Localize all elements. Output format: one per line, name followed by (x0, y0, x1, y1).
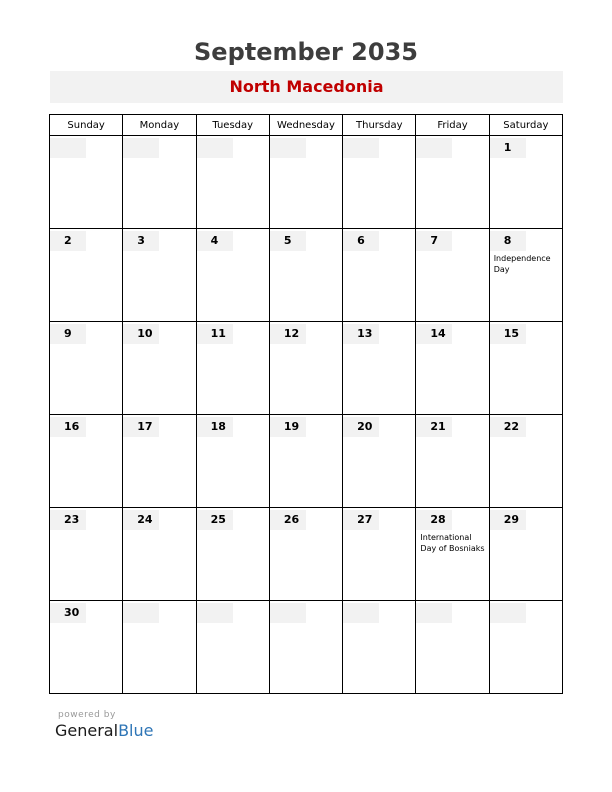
calendar-day-cell (50, 508, 123, 601)
day-number: 11 (197, 324, 233, 344)
generalblue-logo (55, 721, 153, 740)
day-number (343, 603, 379, 623)
brand-part1: General (55, 721, 119, 740)
calendar-day-cell (416, 229, 489, 322)
day-number: 10 (123, 324, 159, 344)
weekday-header: Wednesday (269, 115, 342, 136)
calendar-day-cell (416, 322, 489, 415)
calendar-day-cell (269, 601, 342, 694)
calendar-day-cell (50, 415, 123, 508)
day-number: 29 (490, 510, 526, 530)
calendar-day-cell (416, 136, 489, 229)
weekday-header: Sunday (50, 115, 123, 136)
calendar-day-cell (196, 601, 269, 694)
day-number: 6 (343, 231, 379, 251)
calendar-day-cell (196, 229, 269, 322)
day-number (416, 603, 452, 623)
calendar-day-cell (269, 508, 342, 601)
calendar-day-cell (196, 415, 269, 508)
weekday-header: Tuesday (196, 115, 269, 136)
day-number: 23 (50, 510, 86, 530)
day-number: 5 (270, 231, 306, 251)
day-number: 21 (416, 417, 452, 437)
weekday-header: Saturday (489, 115, 562, 136)
day-number (490, 603, 526, 623)
day-number: 7 (416, 231, 452, 251)
calendar-week-row (50, 415, 563, 508)
calendar-week-row (50, 601, 563, 694)
calendar-day-cell (123, 508, 196, 601)
day-number (50, 138, 86, 158)
calendar-day-cell (343, 322, 416, 415)
day-number: 4 (197, 231, 233, 251)
calendar-day-cell (343, 601, 416, 694)
day-number: 18 (197, 417, 233, 437)
day-number: 28 (416, 510, 452, 530)
calendar-day-cell (489, 322, 562, 415)
weekday-header: Monday (123, 115, 196, 136)
calendar-day-cell (269, 229, 342, 322)
calendar-day-cell (196, 136, 269, 229)
day-number: 19 (270, 417, 306, 437)
calendar-day-cell (123, 601, 196, 694)
day-number: 17 (123, 417, 159, 437)
calendar-day-cell (50, 322, 123, 415)
calendar-day-cell (123, 229, 196, 322)
day-number: 26 (270, 510, 306, 530)
calendar-day-cell (489, 508, 562, 601)
day-number (123, 138, 159, 158)
day-number: 3 (123, 231, 159, 251)
calendar-day-cell (123, 415, 196, 508)
day-number: 25 (197, 510, 233, 530)
day-number: 1 (490, 138, 526, 158)
calendar-day-cell (489, 229, 562, 322)
calendar-day-cell (416, 508, 489, 601)
day-number: 16 (50, 417, 86, 437)
calendar-day-cell (489, 601, 562, 694)
weekday-header-row (50, 115, 563, 136)
calendar-day-cell (123, 136, 196, 229)
day-number: 14 (416, 324, 452, 344)
calendar-day-cell (196, 322, 269, 415)
day-number: 12 (270, 324, 306, 344)
calendar-week-row (50, 229, 563, 322)
calendar-day-cell (489, 136, 562, 229)
day-number: 30 (50, 603, 86, 623)
country-banner: North Macedonia (50, 71, 563, 103)
calendar-day-cell (50, 136, 123, 229)
day-number: 22 (490, 417, 526, 437)
holiday-label: Independence Day (493, 254, 551, 274)
calendar-day-cell (269, 322, 342, 415)
day-number (270, 138, 306, 158)
day-number: 15 (490, 324, 526, 344)
day-number: 20 (343, 417, 379, 437)
calendar-day-cell (416, 601, 489, 694)
day-number: 8 (490, 231, 526, 251)
calendar-day-cell (196, 508, 269, 601)
calendar-grid (49, 114, 563, 694)
day-number (197, 138, 233, 158)
day-number: 2 (50, 231, 86, 251)
day-number: 9 (50, 324, 86, 344)
weekday-header: Friday (416, 115, 489, 136)
day-number (270, 603, 306, 623)
powered-by-text: powered by (58, 710, 116, 720)
brand-part2: Blue (118, 721, 154, 740)
holiday-label: International Day of Bosniaks (420, 533, 485, 553)
calendar-day-cell (343, 415, 416, 508)
day-number: 27 (343, 510, 379, 530)
calendar-week-row (50, 322, 563, 415)
calendar-day-cell (343, 136, 416, 229)
calendar-day-cell (50, 229, 123, 322)
day-number (197, 603, 233, 623)
calendar-day-cell (416, 415, 489, 508)
calendar-week-row (50, 136, 563, 229)
calendar-day-cell (343, 229, 416, 322)
calendar-day-cell (123, 322, 196, 415)
day-number (416, 138, 452, 158)
day-number (343, 138, 379, 158)
calendar-day-cell (343, 508, 416, 601)
weekday-header: Thursday (343, 115, 416, 136)
calendar-day-cell (50, 601, 123, 694)
day-number: 13 (343, 324, 379, 344)
calendar-body (50, 136, 563, 694)
page-title: September 2035 (194, 38, 418, 66)
calendar-week-row (50, 508, 563, 601)
calendar-day-cell (489, 415, 562, 508)
day-number (123, 603, 159, 623)
calendar-day-cell (269, 136, 342, 229)
day-number: 24 (123, 510, 159, 530)
calendar-day-cell (269, 415, 342, 508)
